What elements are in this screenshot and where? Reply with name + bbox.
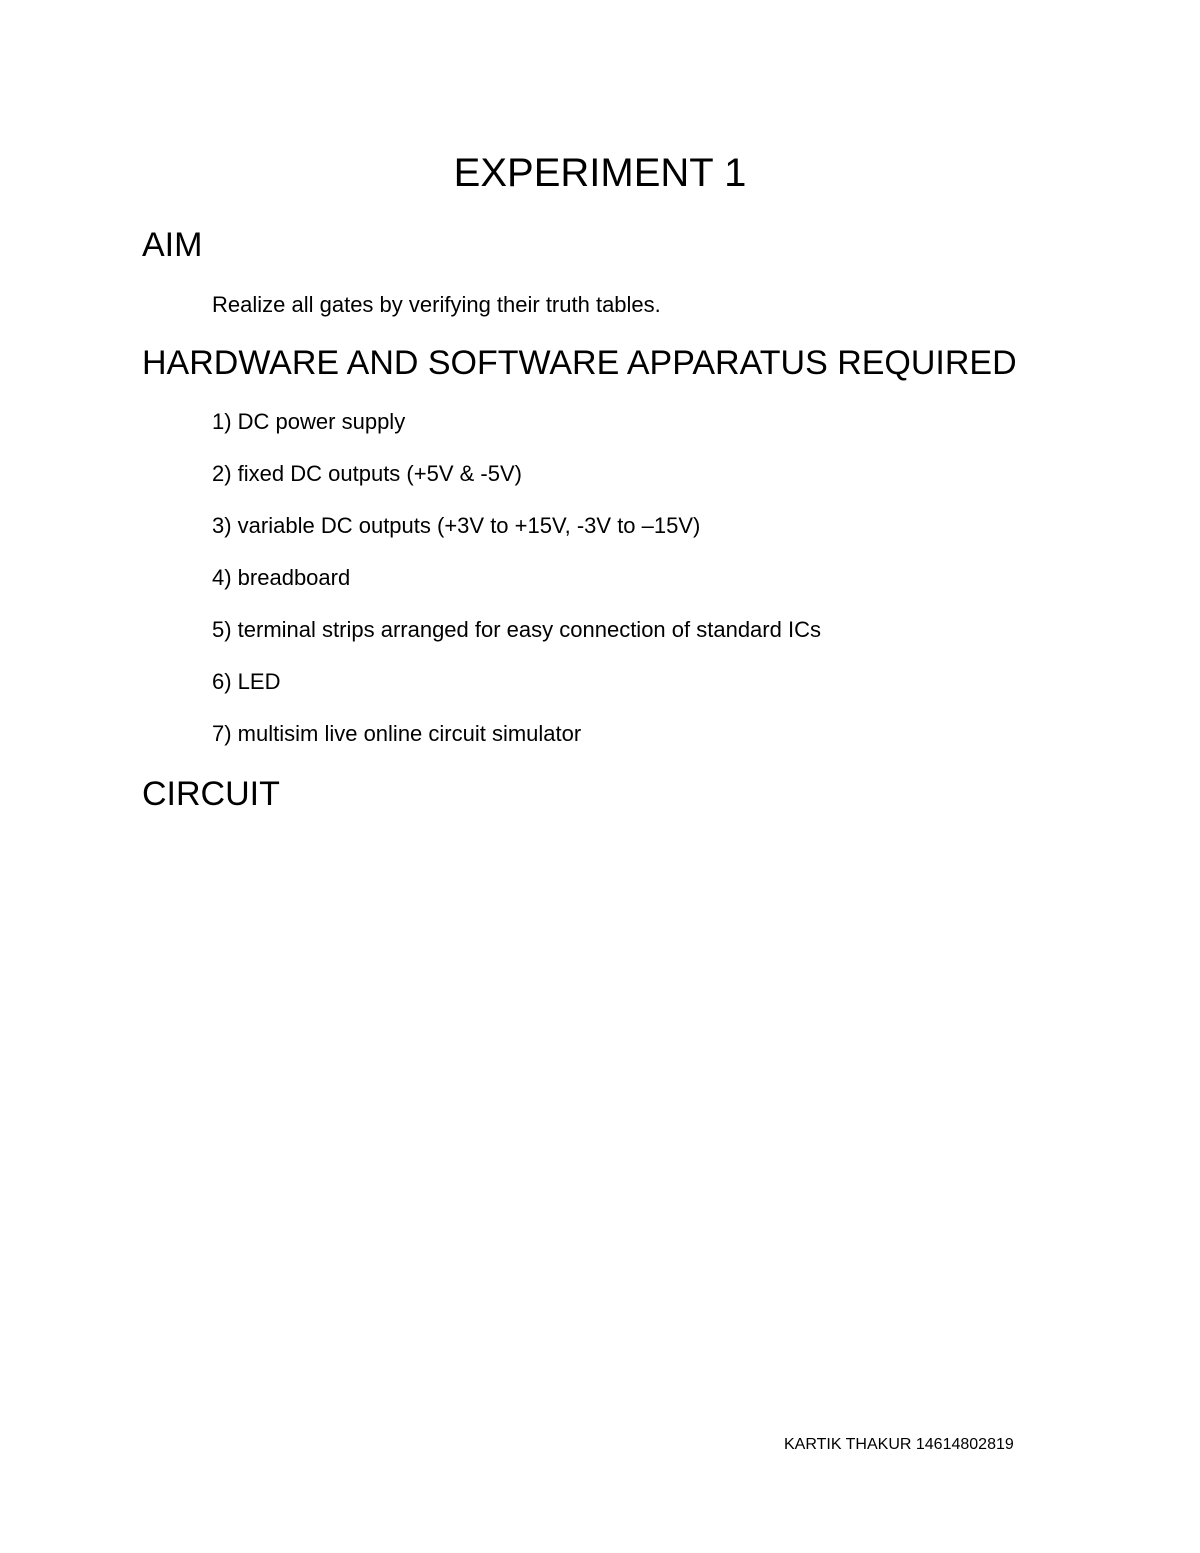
list-item: 1) DC power supply bbox=[212, 409, 406, 434]
apparatus-heading: HARDWARE AND SOFTWARE APPARATUS REQUIRED bbox=[142, 344, 1017, 382]
list-item: 5) terminal strips arranged for easy connection of standard ICs bbox=[212, 617, 821, 642]
document-title: EXPERIMENT 1 bbox=[453, 151, 747, 195]
list-item: 6) LED bbox=[212, 669, 281, 694]
list-item: 4) breadboard bbox=[212, 565, 351, 590]
aim-text: Realize all gates by verifying their truth tables. bbox=[212, 292, 661, 317]
list-item: 7) multisim live online circuit simulator bbox=[212, 721, 582, 746]
list-item: 2) fixed DC outputs (+5V & -5V) bbox=[212, 461, 522, 486]
aim-heading: AIM bbox=[142, 226, 203, 264]
circuit-heading: CIRCUIT bbox=[142, 775, 280, 813]
list-item: 3) variable DC outputs (+3V to +15V, -3V to –15V) bbox=[212, 513, 701, 538]
apparatus-list bbox=[212, 407, 821, 771]
page-footer: KARTIK THAKUR 14614802819 bbox=[784, 1436, 1014, 1453]
